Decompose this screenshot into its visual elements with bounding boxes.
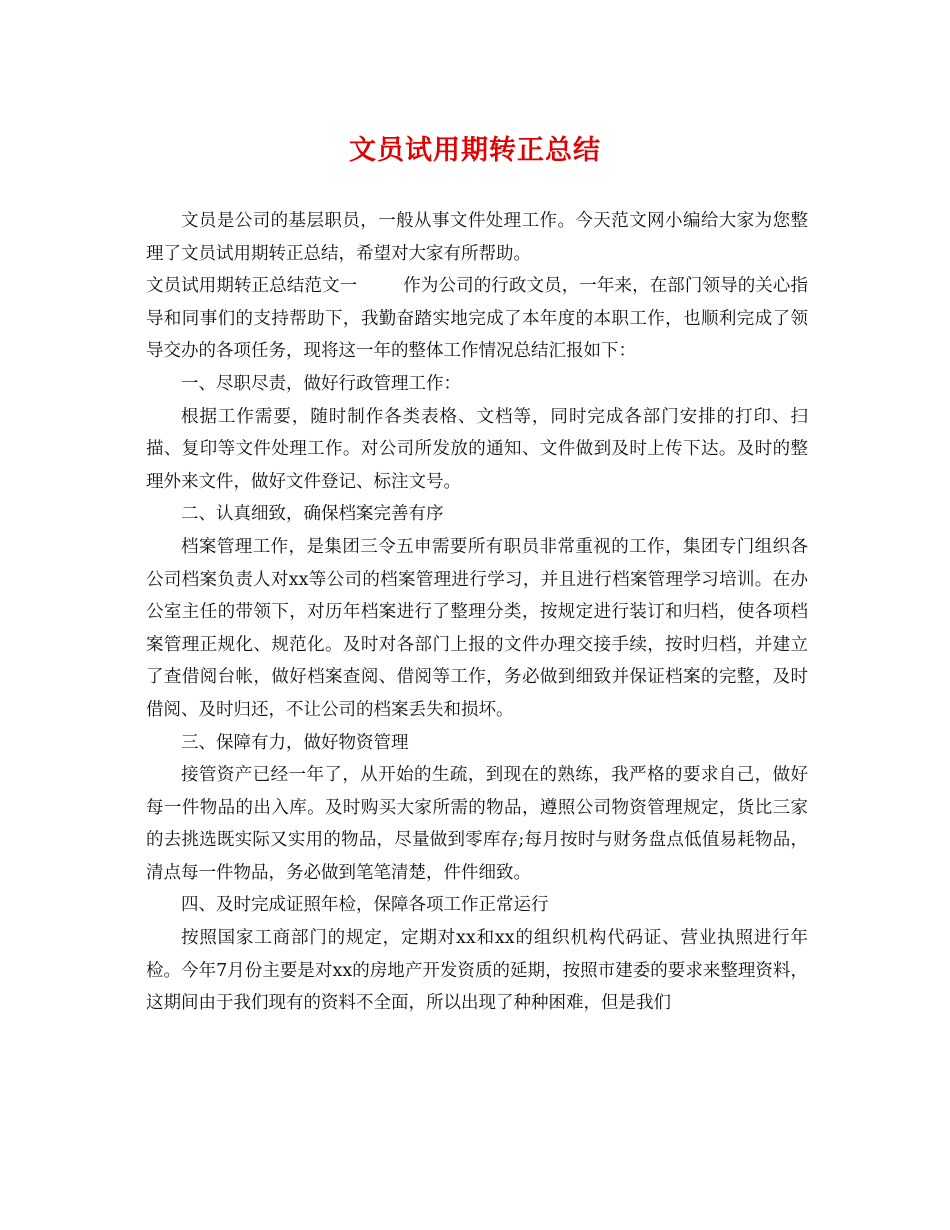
section-heading: 三、保障有力，做好物资管理 bbox=[181, 732, 409, 753]
section-paragraph: 档案管理工作，是集团三令五申需要所有职员非常重视的工作，集团专门组织各公司档案负责人对xx等公司的档案管理进行学习，并且进行档案管理学习培训。在办公室主任的带领下，对历年档案进行了整理分类，按规定进行装订和归档，使各项档案管理正规化、规范化。及时对各部门上报的文件办理交接手续，按时归档，并建立了查借阅台帐，做好档案查阅、借阅等工作，务必做到细致并保证档案的完整，及时借阅、及时归还，不让公司的档案丢失和损坏。 bbox=[146, 536, 808, 720]
document-title: 文员试用期转正总结 bbox=[349, 135, 601, 166]
section-heading: 四、及时完成证照年检，保障各项工作正常运行 bbox=[181, 895, 549, 916]
section-paragraph: 接管资产已经一年了，从开始的生疏，到现在的熟练，我严格的要求自己，做好每一件物品的出入库。及时购买大家所需的物品，遵照公司物资管理规定，货比三家的去挑选既实际又实用的物品，尽量做到零库存;每月按时与财务盘点低值易耗物品，清点每一件物品，务必做到笔笔清楚，件件细致。 bbox=[146, 765, 808, 883]
intro-paragraph: 文员是公司的基层职员，一般从事文件处理工作。今天范文网小编给大家为您整理了文员试用期转正总结，希望对大家有所帮助。 bbox=[146, 211, 808, 264]
section-paragraph: 根据工作需要，随时制作各类表格、文档等，同时完成各部门安排的打印、扫描、复印等文件处理工作。对公司所发放的通知、文件做到及时上传下达。及时的整理外来文件，做好文件登记、标注文号。 bbox=[146, 406, 808, 492]
sample-paragraph bbox=[146, 270, 808, 368]
sample-opening: 作为公司的行政文员，一年来，在部门领导的关心指导和同事们的支持帮助下，我勤奋踏实地完成了本年度的本职工作，也顺利完成了领导交办的各项任务，现将这一年的整体工作情况总结汇报如下： bbox=[146, 276, 809, 362]
sample-label: 文员试用期转正总结范文一 bbox=[146, 276, 358, 297]
section-heading: 二、认真细致，确保档案完善有序 bbox=[181, 504, 444, 525]
section-paragraph: 按照国家工商部门的规定，定期对xx和xx的组织机构代码证、营业执照进行年检。今年7月份主要是对xx的房地产开发资质的延期，按照市建委的要求来整理资料，这期间由于我们现有的资料不全面，所以出现了种种困难，但是我们 bbox=[146, 928, 808, 1014]
document-body bbox=[146, 205, 808, 1020]
section-heading: 一、尽职尽责，做好行政管理工作： bbox=[181, 373, 461, 394]
